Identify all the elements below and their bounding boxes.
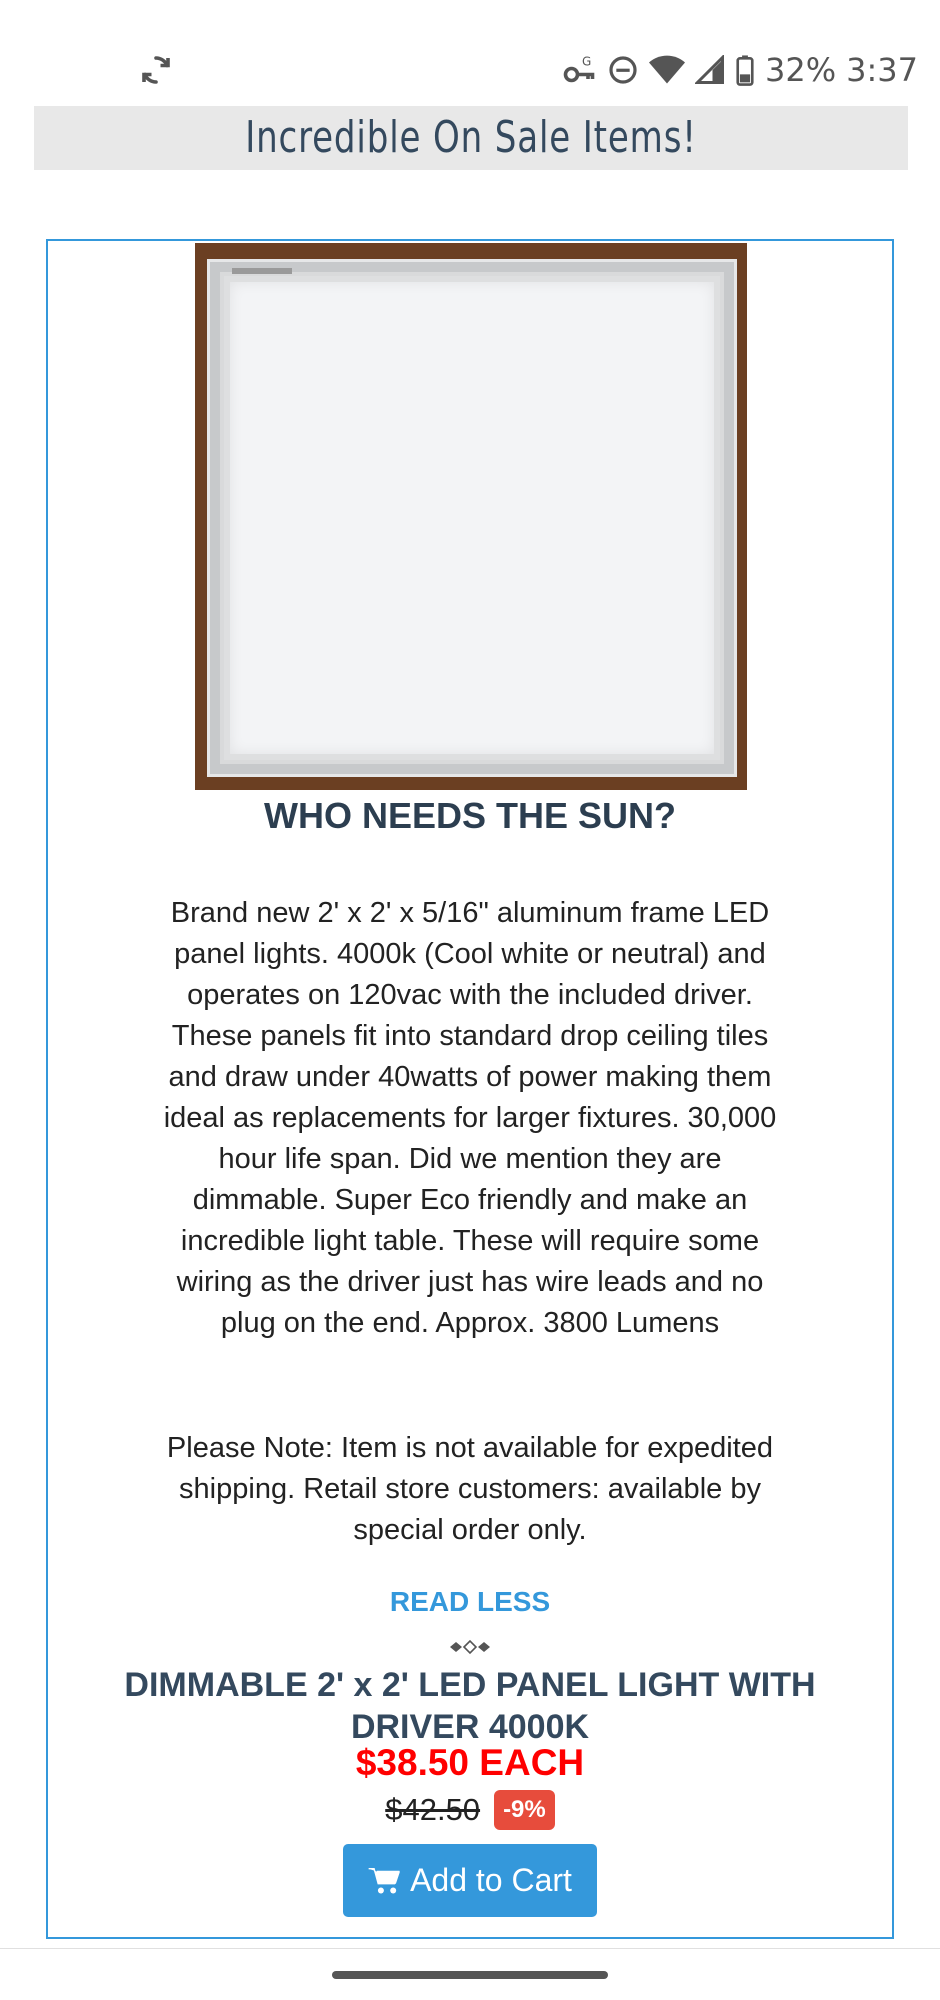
product-image[interactable] (195, 243, 747, 790)
sale-banner (34, 106, 908, 170)
home-indicator[interactable] (332, 1971, 608, 1979)
sale-price: $38.50 EACH (355, 1742, 585, 1783)
wifi-icon (649, 54, 685, 86)
product-tagline: WHO NEEDS THE SUN? (263, 795, 676, 836)
add-to-cart-label: Add to Cart (410, 1862, 572, 1898)
discount-badge: -9% (494, 1790, 555, 1830)
nav-divider (0, 1948, 940, 1949)
do-not-disturb-icon (607, 54, 639, 86)
clock: 3:37 (846, 51, 918, 89)
add-to-cart-button[interactable] (343, 1844, 597, 1917)
svg-text:G: G (582, 54, 592, 69)
product-description: Brand new 2' x 2' x 5/16" aluminum frame LED panel lights. 4000k (Cool white or neutral) and operates on 120vac with the included driver. These panels fit into standard drop ceiling tiles and draw under 40watts of power making them ideal as replacements for larger fixtures. 30,000 hour life span. Did we mention they are dimmable. Super Eco friendly and make an incredible light table. These will require some wiring as the driver just has wire leads and no plug on the end. Approx. 3800 Lumens (163, 897, 777, 1339)
led-panel-frame (207, 259, 737, 777)
status-bar (0, 0, 940, 100)
original-price: $42.50 (385, 1792, 481, 1827)
battery-icon (735, 54, 755, 86)
cart-icon (368, 1866, 402, 1896)
battery-percent: 32% (765, 51, 837, 89)
shipping-note: Please Note: Item is not available for expedited shipping. Retail store customers: available by special order only. (166, 1432, 774, 1546)
sync-icon (138, 52, 174, 88)
banner-title: Incredible On Sale Items! (245, 112, 697, 163)
product-title[interactable]: DIMMABLE 2' x 2' LED PANEL LIGHT WITH DRIVER 4000K (124, 1666, 816, 1746)
price-comparison (120, 1790, 820, 1830)
cell-signal-icon (695, 55, 725, 85)
ornament-divider-icon (448, 1638, 492, 1656)
vpn-key-icon (561, 52, 597, 88)
read-less-link[interactable]: READ LESS (389, 1586, 551, 1617)
